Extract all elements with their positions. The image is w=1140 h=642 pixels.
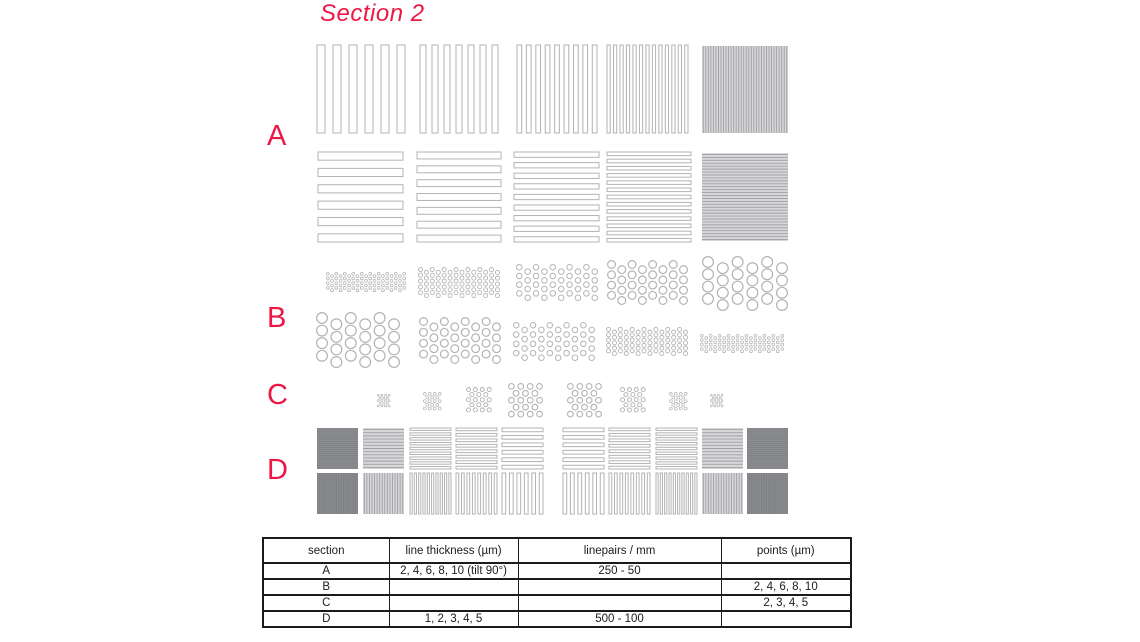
pattern-d1-7 [608,427,651,470]
legend-table [262,537,852,628]
cell-line-thickness [389,595,518,611]
table-row [263,595,851,611]
cell-section: B [263,579,389,595]
pattern-b1-2 [417,266,501,299]
pattern-d1-2 [362,427,405,470]
pattern-d1-8 [655,427,698,470]
pattern-b1-3 [515,263,599,302]
col-header-line-thickness: line thickness (µm) [389,538,518,563]
table-row [263,579,851,595]
pattern-c-5 [566,382,603,419]
pattern-d1-6 [562,427,605,470]
cell-points: 2, 3, 4, 5 [721,595,851,611]
cell-line-thickness: 2, 4, 6, 8, 10 (tilt 90°) [389,563,518,579]
pattern-b2-1 [315,311,401,369]
pattern-a2-4 [606,151,692,243]
pattern-d2-4 [455,472,498,515]
pattern-b2-2 [418,316,502,365]
pattern-d2-3 [409,472,452,515]
cell-line-thickness: 1, 2, 3, 4, 5 [389,611,518,627]
cell-points [721,611,851,627]
cell-linepairs: 500 - 100 [518,611,721,627]
pattern-d1-5 [501,427,544,470]
cell-section: A [263,563,389,579]
pattern-a1-1 [316,44,406,134]
pattern-d1-4 [455,427,498,470]
cell-linepairs [518,595,721,611]
cell-section: C [263,595,389,611]
pattern-d1-1 [316,427,359,470]
pattern-d2-7 [608,472,651,515]
pattern-d2-2 [362,472,405,515]
pattern-d2-10 [746,472,789,515]
pattern-a1-4 [606,44,689,134]
pattern-c-3 [465,386,493,414]
table-row [263,563,851,579]
cell-section: D [263,611,389,627]
pattern-c-6 [619,386,647,414]
pattern-c-2 [422,391,443,412]
pattern-d2-8 [655,472,698,515]
pattern-b1-1 [325,271,407,293]
pattern-a2-2 [416,151,502,243]
cell-points: 2, 4, 6, 8, 10 [721,579,851,595]
col-header-linepairs: linepairs / mm [518,538,721,563]
pattern-d1-9 [701,427,744,470]
pattern-d2-5 [501,472,544,515]
section-label-b: B [267,302,287,334]
pattern-c-8 [709,393,725,409]
pattern-c-4 [507,382,544,419]
cell-linepairs: 250 - 50 [518,563,721,579]
pattern-c-1 [376,393,392,409]
pattern-d2-9 [701,472,744,515]
pattern-a1-3 [516,44,598,134]
pattern-b1-4 [606,259,689,306]
section-label-a: A [267,120,287,152]
pattern-b2-3 [512,321,596,362]
pattern-a2-1 [317,151,404,243]
pattern-d1-3 [409,427,452,470]
cell-line-thickness [389,579,518,595]
pattern-d2-1 [316,472,359,515]
pattern-d1-10 [746,427,789,470]
legend-header-row [263,538,851,563]
section-label-c: C [267,379,288,411]
col-header-points: points (µm) [721,538,851,563]
table-row [263,611,851,627]
cell-linepairs [518,579,721,595]
pattern-c-7 [668,391,689,412]
pattern-d2-6 [562,472,605,515]
pattern-b1-5 [701,255,789,312]
pattern-b2-5 [699,333,785,354]
pattern-a2-3 [513,151,600,243]
pattern-b2-4 [605,326,689,357]
pattern-a2-5 [701,152,789,242]
section-label-d: D [267,454,288,486]
col-header-section: section [263,538,389,563]
page-title: Section 2 [320,0,425,27]
cell-points [721,563,851,579]
pattern-a1-2 [419,44,499,134]
pattern-a1-5 [701,45,789,134]
